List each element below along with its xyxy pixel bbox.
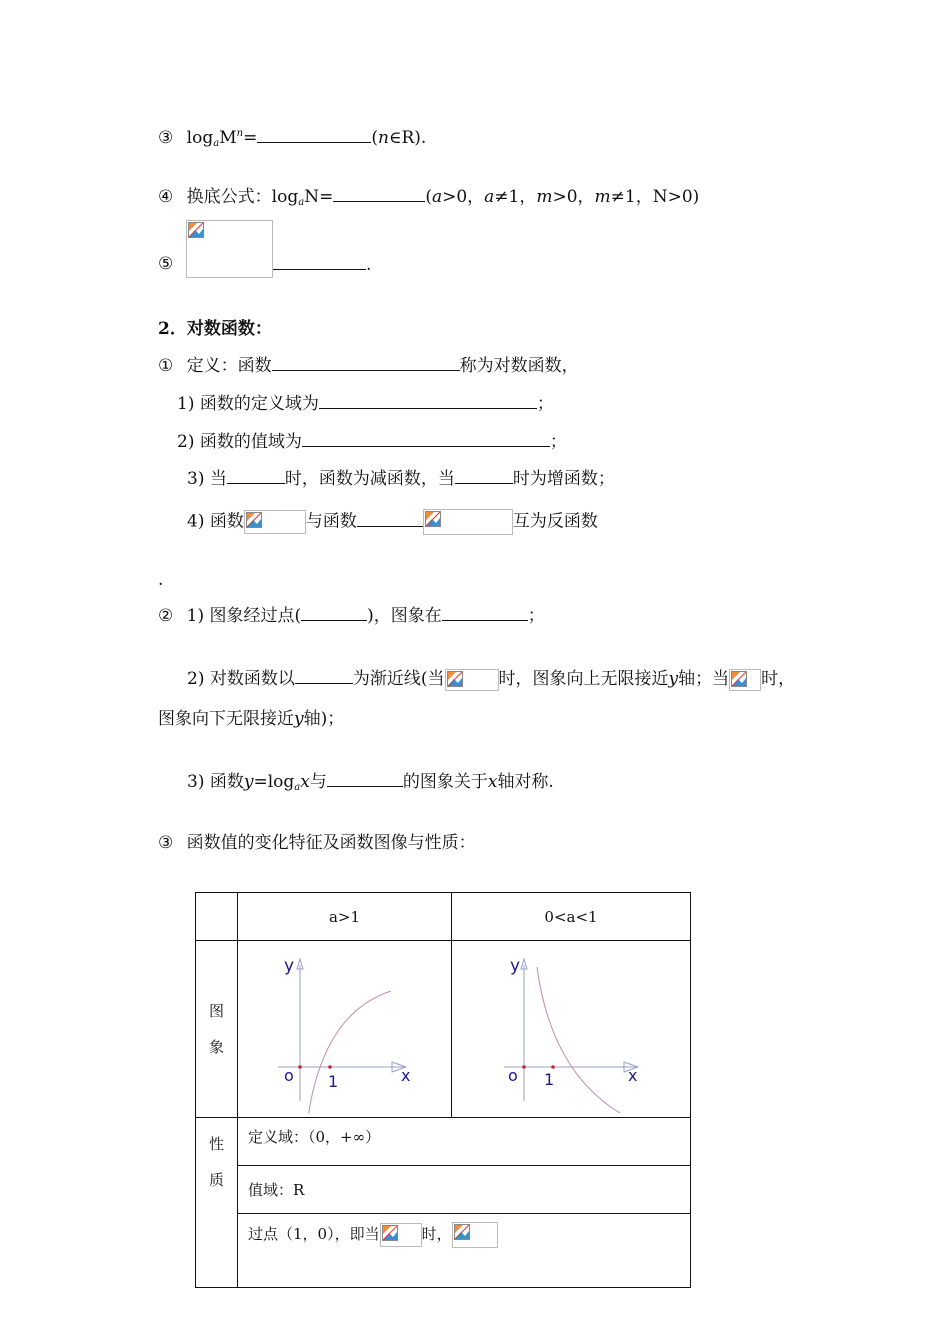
cond: >0， xyxy=(442,187,485,207)
y-label: y xyxy=(284,956,295,976)
g2-p1: 2) 对数函数以 xyxy=(187,669,295,689)
circled-number: ③ xyxy=(158,128,174,148)
g2-p2: 为渐近线(当 xyxy=(352,669,445,689)
inverse-line xyxy=(187,509,598,535)
graph-cell-decreasing xyxy=(452,941,691,1118)
var: a xyxy=(484,187,495,207)
corner-cell xyxy=(196,893,238,941)
graph-decreasing xyxy=(452,941,690,1113)
formula-image xyxy=(380,1223,422,1247)
formula-image xyxy=(244,510,306,534)
log-curve xyxy=(537,967,620,1113)
var-y: y xyxy=(294,709,304,729)
asymptote-line xyxy=(187,667,795,691)
header-a-lt-1: 0<a<1 xyxy=(452,893,691,941)
log-arg: M xyxy=(219,128,237,148)
broken-image-icon xyxy=(188,222,204,238)
label-char: 象 xyxy=(208,1038,224,1056)
circled-number: ④ xyxy=(158,187,174,207)
equals: = xyxy=(243,128,258,148)
prop-point-text: 过点（1，0），即当 xyxy=(248,1225,380,1243)
fill-blank[interactable] xyxy=(319,392,537,409)
prop-row-range xyxy=(196,1166,691,1214)
period: . xyxy=(366,255,372,275)
label-char: 性 xyxy=(208,1135,224,1153)
semicolon: ； xyxy=(536,394,554,414)
broken-image-icon xyxy=(447,671,463,687)
log-base: a xyxy=(213,138,220,149)
prop-row-point xyxy=(196,1214,691,1288)
g1-p2: )，图象在 xyxy=(367,606,442,626)
g2-p7: 轴)； xyxy=(303,709,345,729)
fill-blank[interactable] xyxy=(227,467,285,484)
prop-point-cell xyxy=(238,1214,691,1288)
table-header-row xyxy=(196,893,691,941)
domain-pre: 1) 函数的定义域为 xyxy=(177,394,319,414)
definition-line xyxy=(158,354,579,377)
mono-p1: 3) 当 xyxy=(187,469,227,489)
broken-image-icon xyxy=(731,671,747,687)
point-1-0 xyxy=(551,1065,555,1069)
graph-cell-increasing xyxy=(238,941,452,1118)
point-1-0 xyxy=(328,1065,332,1069)
cond: ≠1，N>0) xyxy=(610,187,700,207)
change-base-label: 换底公式：log xyxy=(186,187,299,207)
range-pre: 2) 函数的值域为 xyxy=(177,432,302,452)
graph-increasing xyxy=(238,941,451,1113)
g3-p1: 3) 函数 xyxy=(187,772,244,792)
inv-p1: 4) 函数 xyxy=(187,511,244,532)
circled-number: ⑤ xyxy=(158,254,174,274)
prop-point-text-2: 时， xyxy=(421,1225,452,1243)
origin-label: o xyxy=(508,1066,518,1085)
table-intro: 函数值的变化特征及函数图像与性质： xyxy=(186,833,476,853)
formula-image xyxy=(729,669,761,691)
one-label: 1 xyxy=(544,1070,555,1089)
g3-p4: 轴对称. xyxy=(497,772,554,792)
broken-image-icon xyxy=(246,512,262,528)
paren: ( xyxy=(425,187,432,207)
g2-p5: 时， xyxy=(761,669,796,689)
graph-label-cell xyxy=(196,941,238,1118)
origin-label: o xyxy=(284,1066,294,1085)
g3-p2: 与 xyxy=(309,772,327,792)
var-y: y xyxy=(243,772,254,792)
g3-eq: =log xyxy=(253,772,295,792)
prop-range: 值域：R xyxy=(238,1166,691,1214)
var-x: x xyxy=(300,772,310,792)
condition: ∈R). xyxy=(388,128,427,148)
inv-p3: 互为反函数 xyxy=(512,511,598,532)
stray-period: . xyxy=(158,570,164,590)
log-arg: N= xyxy=(304,187,334,207)
header-a-gt-1: a>1 xyxy=(238,893,452,941)
item-5 xyxy=(158,253,173,275)
y-label: y xyxy=(510,956,521,976)
fill-blank[interactable] xyxy=(302,430,550,447)
formula-image xyxy=(452,1222,498,1248)
x-label: x xyxy=(628,1066,638,1085)
domain-line xyxy=(177,392,554,415)
log-exp: n xyxy=(236,128,244,139)
var: m xyxy=(536,187,553,207)
semicolon: ； xyxy=(527,606,545,626)
circled-number: ② xyxy=(158,606,174,626)
prop-domain: 定义域：（0，+∞） xyxy=(238,1118,691,1166)
inv-p2: 与函数 xyxy=(305,511,357,532)
fill-blank[interactable] xyxy=(273,253,366,270)
symmetry-line xyxy=(187,770,554,799)
def-pre: 定义：函数 xyxy=(186,356,272,376)
table-intro-line xyxy=(158,832,476,854)
mono-p2: 时，函数为减函数，当 xyxy=(284,469,455,489)
var-n: n xyxy=(377,128,389,148)
g2-p6: 图象向下无限接近 xyxy=(158,709,294,729)
origin-point xyxy=(522,1065,526,1069)
g3-p3: 的图象关于 xyxy=(402,772,488,792)
def-post: 称为对数函数， xyxy=(459,356,579,376)
monotonic-line xyxy=(187,467,615,490)
formula-image xyxy=(445,669,499,691)
range-line xyxy=(177,430,567,453)
section-title: 2．对数函数： xyxy=(158,319,272,339)
broken-image-icon xyxy=(454,1224,470,1240)
var-x: x xyxy=(487,772,498,792)
log-curve xyxy=(308,991,391,1113)
mono-p3: 时为增函数； xyxy=(512,469,615,489)
paren: ( xyxy=(371,128,378,148)
fill-blank[interactable] xyxy=(327,770,403,787)
fill-blank[interactable] xyxy=(272,354,460,371)
log-base: a xyxy=(298,197,305,208)
var-y: y xyxy=(668,669,679,689)
one-label: 1 xyxy=(328,1072,339,1091)
fill-blank[interactable] xyxy=(301,604,367,621)
log-base: a xyxy=(294,782,301,793)
property-table xyxy=(195,892,691,1288)
var: m xyxy=(594,187,611,207)
g1-p1: 1) 图象经过点( xyxy=(186,606,302,626)
log-text: log xyxy=(186,128,214,148)
prop-label-cell xyxy=(196,1118,238,1288)
label-char: 质 xyxy=(208,1171,224,1189)
fill-blank[interactable] xyxy=(295,667,353,684)
broken-image-icon xyxy=(425,511,441,527)
var: a xyxy=(431,187,443,207)
broken-image-icon xyxy=(382,1225,398,1241)
semicolon: ； xyxy=(549,432,567,452)
x-label: x xyxy=(401,1066,411,1085)
item-3 xyxy=(158,123,426,155)
formula-image xyxy=(423,509,513,535)
circled-number: ③ xyxy=(158,833,174,853)
asymptote-line-2 xyxy=(158,708,344,730)
g2-p3: 时，图象向上无限接近 xyxy=(498,669,669,689)
item-4 xyxy=(158,185,699,214)
circled-number: ① xyxy=(158,356,174,376)
item-5-blank xyxy=(273,253,371,276)
fill-blank[interactable] xyxy=(357,510,423,527)
cond: >0， xyxy=(552,187,595,207)
fill-blank[interactable] xyxy=(442,604,528,621)
table-graph-row xyxy=(196,941,691,1118)
cond: ≠1， xyxy=(494,187,537,207)
fill-blank[interactable] xyxy=(333,185,425,202)
g2-p4: 轴；当 xyxy=(678,669,730,689)
label-char: 图 xyxy=(208,1002,224,1020)
prop-row-domain xyxy=(196,1118,691,1166)
fill-blank[interactable] xyxy=(257,126,371,143)
fill-blank[interactable] xyxy=(455,467,513,484)
origin-point xyxy=(298,1065,302,1069)
formula-image xyxy=(186,220,273,278)
graph-point-line xyxy=(158,604,545,627)
